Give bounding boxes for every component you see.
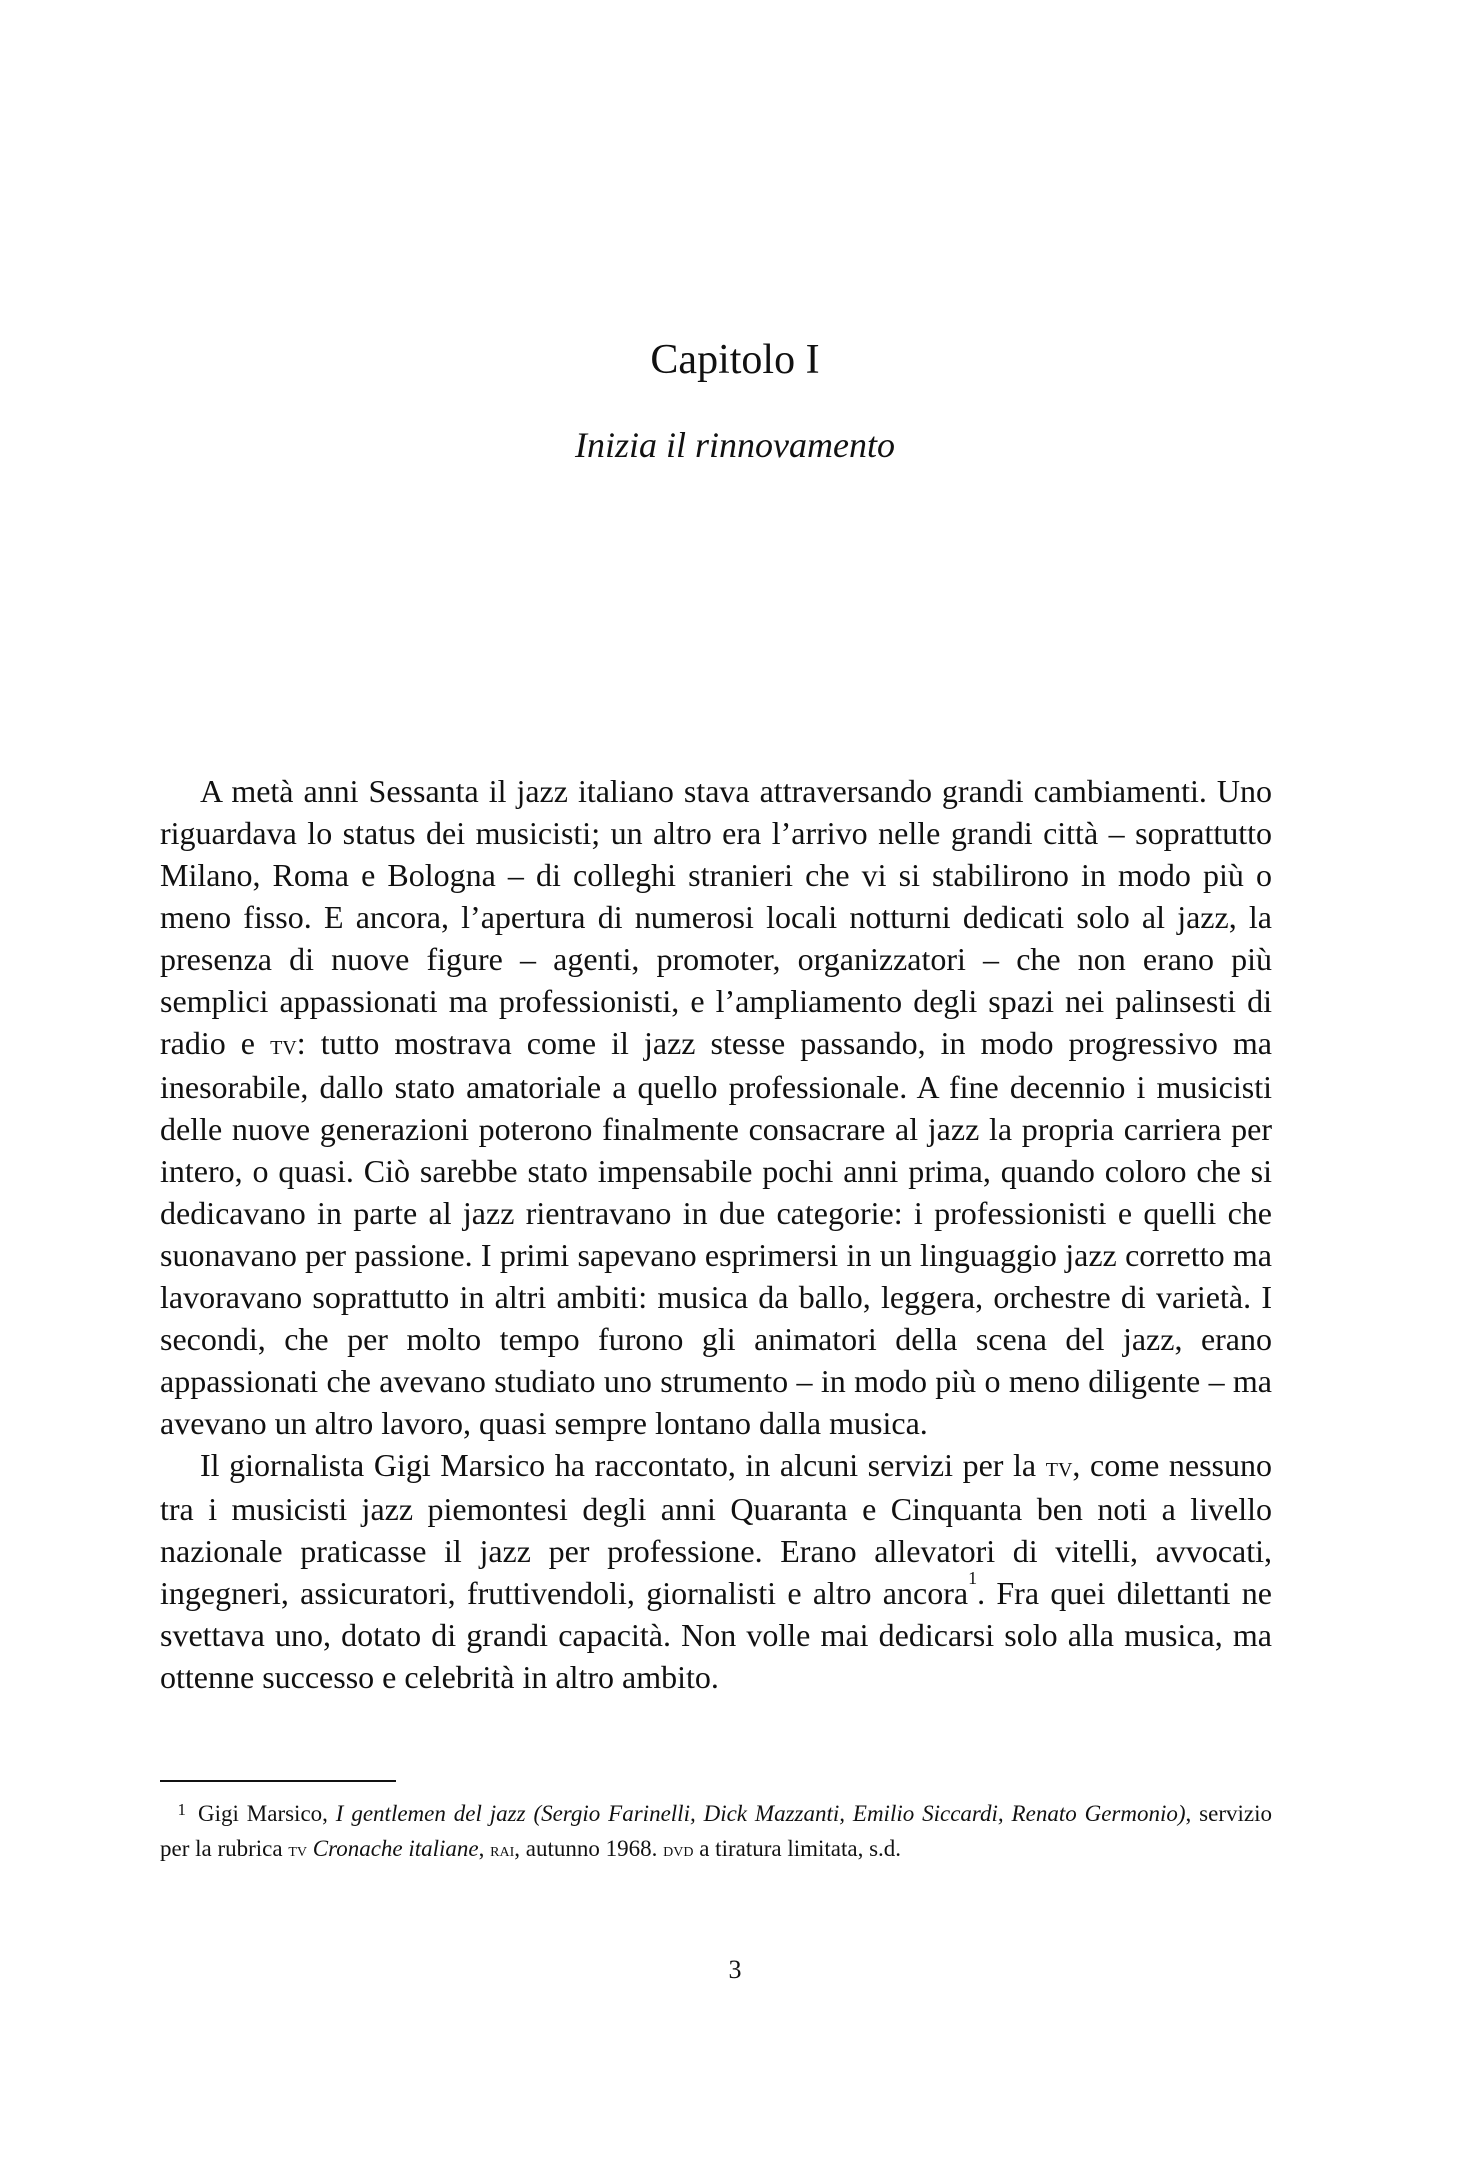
footnote-divider	[160, 1780, 396, 1782]
footnote-title: I gentlemen del jazz (Sergio Farinelli, Dick Mazzanti, Emilio Siccardi, Renato Germonio)	[335, 1801, 1186, 1826]
footnote: 1 Gigi Marsico, I gentlemen del jazz (Sergio Farinelli, Dick Mazzanti, Emilio Siccardi, Renato Germonio), servizio per la rubrica tv Cronache italiane, rai, autunno 1968. dvd a tiratura limitata, s.d.	[160, 1797, 1272, 1867]
abbrev-tv: tv	[270, 1029, 297, 1061]
abbrev-tv: tv	[1045, 1451, 1073, 1483]
footnote-program: Cronache italiane	[312, 1836, 479, 1861]
footnote-reference[interactable]: 1	[968, 1568, 978, 1589]
abbrev-tv: tv	[288, 1839, 308, 1861]
body-text	[160, 770, 1272, 1698]
abbrev-dvd: dvd	[663, 1839, 694, 1861]
paragraph-2: Il giornalista Gigi Marsico ha raccontato, in alcuni servizi per la tv, come nessuno tra i musicisti jazz piemontesi degli anni Quaranta e Cinquanta ben noti a livello nazionale praticasse il jazz per professione. Erano allevatori di vitelli, avvocati, ingegneri, assicuratori, fruttivendoli, giornalisti e altro ancora$^1$. Fra quei dilettanti ne svettava uno, dotato di grandi capacità. Non volle mai dedicarsi solo alla musica, ma ottenne successo e celebrità in altro ambito.	[160, 1447, 1273, 1695]
paragraph-1: A metà anni Sessanta il jazz italiano stava attraversando grandi cambiamenti. Uno riguardava lo status dei musicisti; un altro era l’arrivo nelle grandi città – soprattutto Milano, Roma e Bologna – di colleghi stranieri che vi si stabilirono in modo più o meno fisso. E ancora, l’apertura di numerosi locali notturni dedicati solo al jazz, la presenza di nuove figure – agenti, promoter, organizzatori – che non erano più semplici appassionati ma professionisti, e l’ampliamento degli spazi nei palinsesti di radio e tv: tutto mostrava come il jazz stesse passando, in modo progressivo ma inesorabile, dallo stato amatoriale a quello professionale. A fine decennio i musicisti delle nuove generazioni poterono finalmente consacrare al jazz la propria carriera per intero, o quasi. Ciò sarebbe stato impensabile pochi anni prima, quando coloro che si dedicavano in parte al jazz rientravano in due categorie: i professionisti e quelli che suonavano per passione. I primi sapevano esprimersi in un linguaggio jazz corretto ma lavoravano soprattutto in altri ambiti: musica da ballo, leggera, orchestre di varietà. I secondi, che per molto tempo furono gli animatori della scena del jazz, erano appassionati che avevano studiato uno strumento – in modo più o meno diligente – ma avevano un altro lavoro, quasi sempre lontano dalla musica.	[160, 773, 1273, 1441]
chapter-title: Capitolo I	[650, 337, 820, 383]
footnote-number: 1	[177, 1800, 186, 1819]
abbrev-rai: rai	[490, 1839, 515, 1861]
chapter-subtitle: Inizia il rinnovamento	[575, 425, 895, 465]
page-number: 3	[728, 1955, 742, 1984]
